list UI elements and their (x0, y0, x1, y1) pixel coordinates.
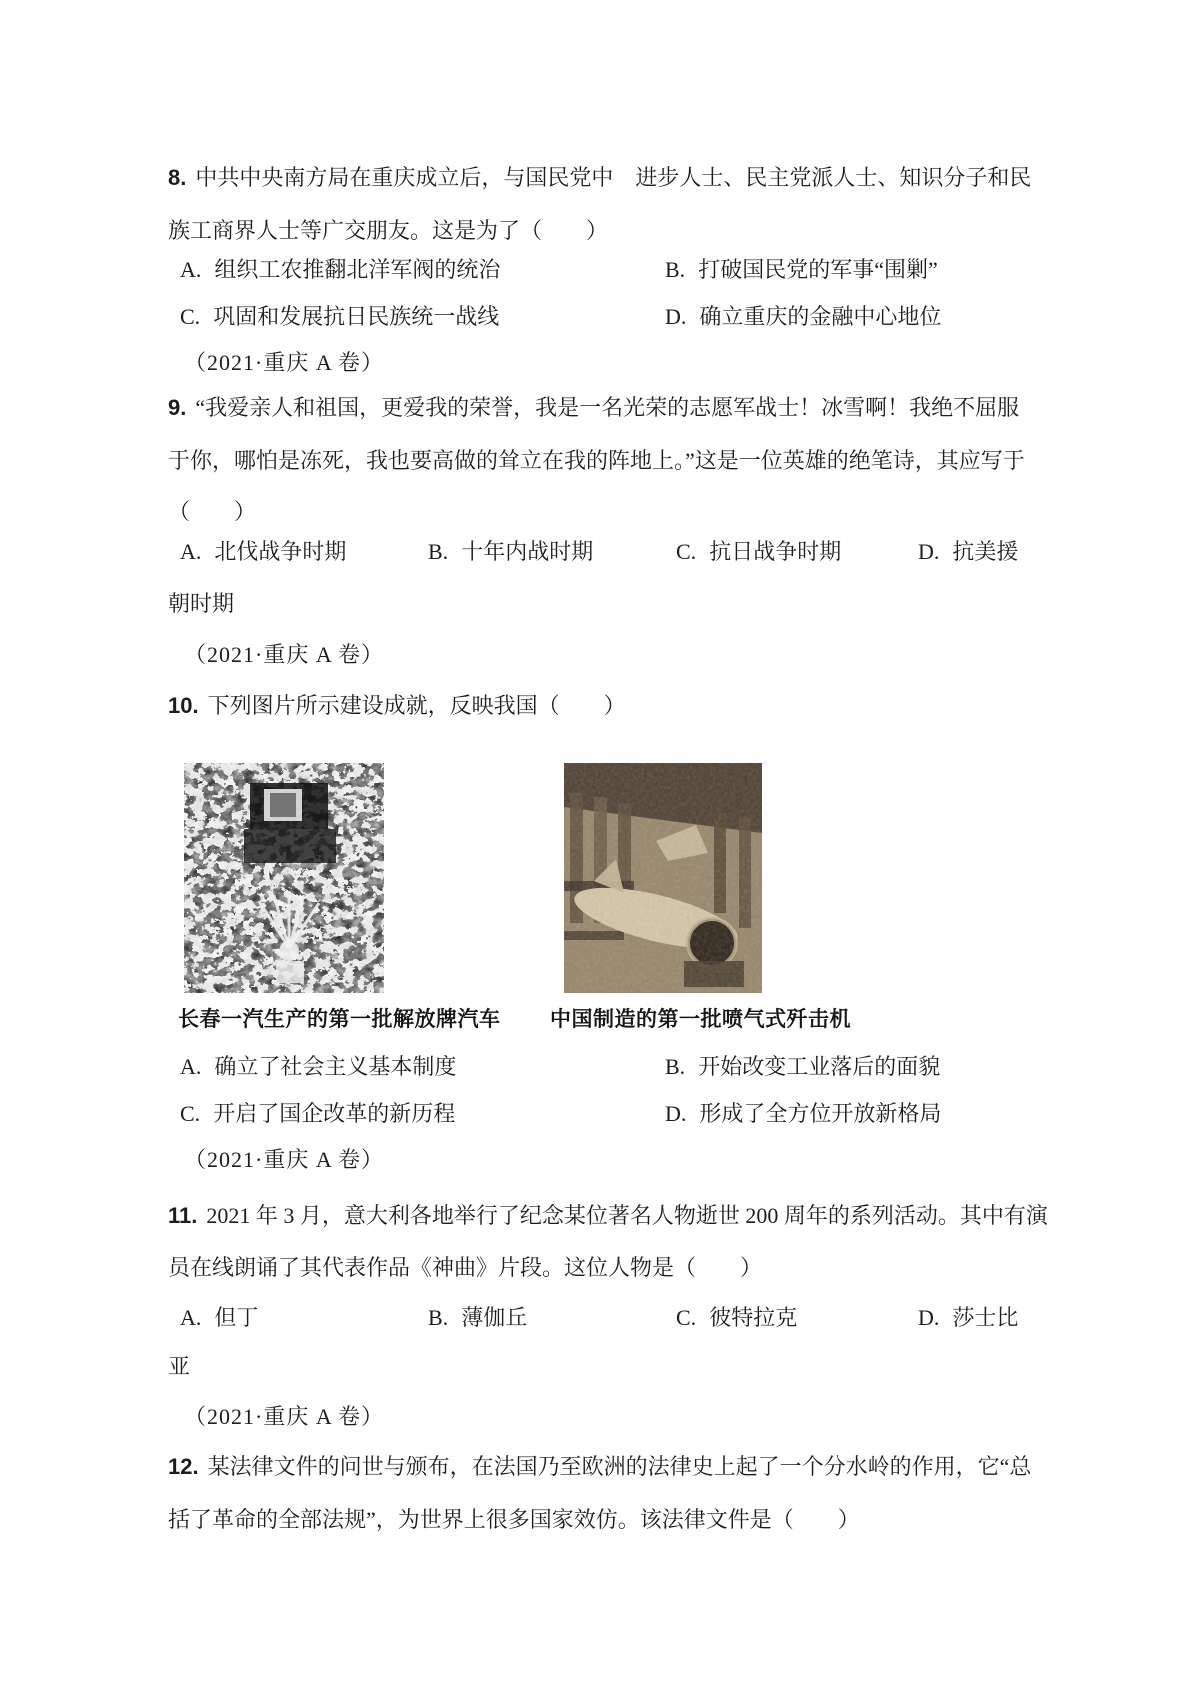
question-12-number: 12. (168, 1454, 199, 1479)
option-label: A. (180, 257, 202, 282)
question-10-option-b (665, 1041, 940, 1093)
question-9-stem-line-3: （ ） (168, 499, 257, 524)
option-label: B. (665, 1054, 686, 1079)
option-text: 十年内战时期 (461, 539, 594, 564)
question-10-source: （2021·重庆 A 卷） (184, 1147, 385, 1172)
question-11-option-d-wrap: 亚 (168, 1354, 191, 1379)
question-10-number: 10. (168, 693, 199, 718)
option-text: 莎士比 (952, 1305, 1019, 1330)
jet-fighter-factory-photo (564, 763, 762, 993)
photo-caption-left: 长春一汽生产的第一批解放牌汽车 (178, 1007, 501, 1031)
option-label: C. (180, 304, 201, 329)
option-label: B. (428, 539, 449, 564)
question-9-stem-line-2: 于你，哪怕是冻死，我也要高做的耸立在我的阵地上。”这是一位英雄的绝笔诗，其应写于 (168, 448, 1025, 473)
question-9-option-d (918, 526, 1018, 578)
question-8-number: 8. (168, 165, 187, 190)
photo-caption-right: 中国制造的第一批喷气式歼击机 (550, 1007, 851, 1031)
question-11-source: （2021·重庆 A 卷） (184, 1404, 385, 1429)
question-11-number: 11. (168, 1203, 198, 1228)
question-10-option-a (180, 1041, 456, 1093)
option-text: 抗美援 (952, 539, 1019, 564)
question-10-stem-text: 下列图片所示建设成就，反映我国（ ） (207, 693, 626, 718)
question-11-stem-text-1: 2021 年 3 月，意大利各地举行了纪念某位著名人物逝世 200 周年的系列活动。其中有演 (206, 1203, 1048, 1228)
option-text: 北伐战争时期 (214, 539, 347, 564)
question-8-stem-line-1 (168, 152, 1031, 204)
question-8-option-a (180, 244, 500, 296)
question-9-option-d-wrap: 朝时期 (168, 591, 235, 616)
option-text: 但丁 (214, 1305, 259, 1330)
option-label: C. (180, 1101, 201, 1126)
option-label: C. (676, 539, 697, 564)
question-10-option-c (180, 1088, 455, 1140)
option-text: 薄伽丘 (461, 1305, 528, 1330)
question-9-option-b (428, 526, 593, 578)
question-9-stem-line-1 (168, 382, 1019, 434)
question-10-option-d (665, 1088, 941, 1140)
liberation-truck-celebration-photo (184, 763, 384, 993)
question-8-source: （2021·重庆 A 卷） (184, 350, 385, 375)
option-label: B. (665, 257, 686, 282)
question-9-option-c (676, 526, 841, 578)
question-8-option-c (180, 291, 499, 343)
question-11-option-a (180, 1292, 258, 1344)
question-9-source: （2021·重庆 A 卷） (184, 642, 385, 667)
question-9-option-a (180, 526, 346, 578)
option-label: B. (428, 1305, 449, 1330)
option-text: 组织工农推翻北洋军阀的统治 (214, 257, 501, 282)
option-text: 打破国民党的军事“围剿” (698, 257, 938, 282)
question-11-option-b (428, 1292, 527, 1344)
question-11-option-c (676, 1292, 797, 1344)
option-text: 确立重庆的金融中心地位 (699, 304, 942, 329)
option-text: 形成了全方位开放新格局 (699, 1101, 942, 1126)
question-8-option-b (665, 244, 938, 296)
option-label: D. (665, 1101, 687, 1126)
option-text: 巩固和发展抗日民族统一战线 (213, 304, 500, 329)
option-text: 确立了社会主义基本制度 (214, 1054, 457, 1079)
option-label: A. (180, 1305, 202, 1330)
question-11-option-d (918, 1292, 1018, 1344)
question-11-stem-line-2: 员在线朗诵了其代表作品《神曲》片段。这位人物是（ ） (168, 1255, 763, 1280)
option-label: D. (665, 304, 687, 329)
option-label: A. (180, 1054, 202, 1079)
option-text: 开始改变工业落后的面貌 (698, 1054, 941, 1079)
option-label: D. (918, 539, 940, 564)
option-text: 彼特拉克 (709, 1305, 798, 1330)
question-8-stem-line-2: 族工商界人士等广交朋友。这是为了（ ） (168, 218, 609, 243)
question-12-stem-line-1 (168, 1441, 1031, 1493)
question-12-stem-line-2: 括了革命的全部法规”，为世界上很多国家效仿。该法律文件是（ ） (168, 1507, 860, 1532)
question-8-option-d (665, 291, 941, 343)
question-12-stem-text-1: 某法律文件的问世与颁布，在法国乃至欧洲的法律史上起了一个分水岭的作用，它“总 (207, 1454, 1032, 1479)
question-10-stem (168, 680, 626, 732)
question-8-stem-text-1: 中共中央南方局在重庆成立后，与国民党中 进步人士、民主党派人士、知识分子和民 (195, 165, 1032, 190)
question-9-number: 9. (168, 395, 187, 420)
option-label: C. (676, 1305, 697, 1330)
question-9-stem-text-1: “我爱亲人和祖国，更爱我的荣誉，我是一名光荣的志愿军战士！冰雪啊！我绝不屈服 (195, 395, 1020, 420)
question-11-stem-line-1 (168, 1190, 1048, 1242)
option-label: A. (180, 539, 202, 564)
option-label: D. (918, 1305, 940, 1330)
option-text: 开启了国企改革的新历程 (213, 1101, 456, 1126)
option-text: 抗日战争时期 (709, 539, 842, 564)
